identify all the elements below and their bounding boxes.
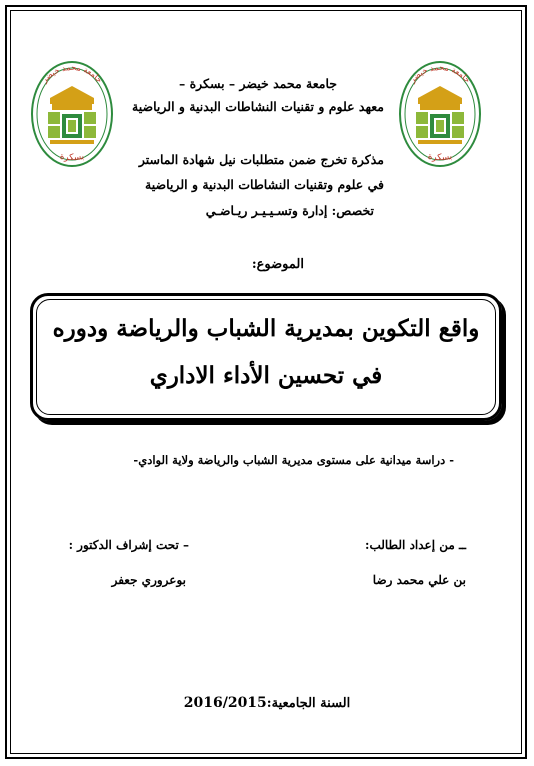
academic-year-line	[160, 695, 374, 711]
svg-text:بسكرة	[59, 152, 85, 163]
svg-text:بسكرة	[427, 152, 453, 163]
logo-bottom-text: بسكرة	[426, 151, 454, 164]
title-box	[30, 293, 502, 421]
study-note: - دراسة ميدانية على مستوى مديرية الشباب والرياضة ولاية الوادي-	[133, 453, 454, 467]
subject-label: الموضوع:	[251, 257, 304, 272]
thesis-title-line-1: واقع التكوين بمديرية الشباب والرياضة ودوره	[52, 315, 480, 342]
thesis-title-line-2: في تحسين الأداء الاداري	[149, 362, 383, 389]
logo-ring-text: جامعة محمد خيضر	[39, 62, 105, 85]
memo-line-1: مذكرة تخرج ضمن متطلبات نيل شهادة الماستر	[138, 152, 384, 167]
academic-year: 2016/2015	[183, 695, 267, 711]
institute-name: معهد علوم و تقنيات النشاطات البدنية و الرياضية	[132, 99, 384, 114]
supervised-by-label: – تحت إشراف الدكتور :	[68, 538, 189, 552]
supervisor-name: بوعروري جعفر	[111, 573, 186, 587]
specialization: تخصص: إدارة وتسـيـيـر ريـاضـي	[205, 203, 374, 218]
student-name: بن علي محمد رضا	[372, 573, 466, 587]
logo-ring-text: جامعة محمد خيضر	[407, 62, 473, 85]
prepared-by-label: ــ من إعداد الطالب:	[365, 538, 466, 552]
academic-year-label: السنة الجامعية:	[266, 696, 351, 711]
university-logo-right	[396, 56, 484, 174]
university-logo-left	[28, 56, 116, 174]
logo-bottom-text: بسكرة	[58, 151, 86, 164]
memo-line-2: في علوم وتقنيات النشاطات البدنية و الرياضية	[145, 177, 384, 192]
university-name: جامعة محمد خيضر – بسكرة –	[179, 76, 337, 91]
